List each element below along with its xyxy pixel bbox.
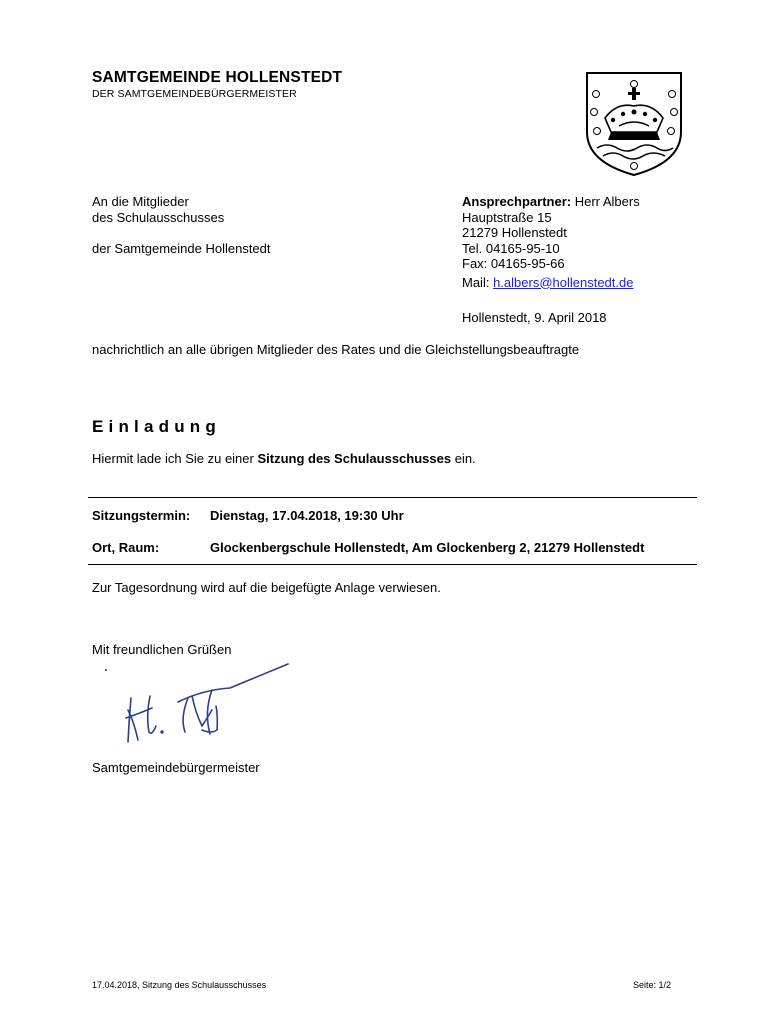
mail-label: Mail: — [462, 274, 490, 290]
contact-street: Hauptstraße 15 — [462, 209, 552, 225]
organization-name: SAMTGEMEINDE HOLLENSTEDT — [92, 69, 343, 86]
meeting-date-value: Dienstag, 17.04.2018, 19:30 Uhr — [210, 508, 404, 523]
contact-phone: Tel. 04165-95-10 — [462, 240, 560, 256]
contact-person — [462, 194, 640, 210]
signature-title: Samtgemeindebürgermeister — [92, 760, 260, 775]
recipient-line: An die Mitglieder — [92, 194, 189, 209]
divider-top — [88, 497, 697, 498]
meeting-location-label: Ort, Raum: — [92, 540, 160, 555]
invitation-sentence — [92, 451, 476, 467]
organization-subtitle: DER SAMTGEMEINDEBÜRGERMEISTER — [92, 88, 297, 100]
recipient-spacer — [92, 225, 271, 241]
invite-prefix: Hiermit lade ich Sie zu einer — [92, 451, 258, 466]
recipient-line: der Samtgemeinde Hollenstedt — [92, 240, 271, 256]
invite-suffix: ein. — [451, 451, 476, 466]
meeting-location-value: Glockenbergschule Hollenstedt, Am Glockenberg 2, 21279 Hollenstedt — [210, 540, 645, 555]
recipient-line: des Schulausschusses — [92, 209, 225, 225]
contact-block — [462, 194, 640, 290]
cc-line: nachrichtlich an alle übrigen Mitglieder des Rates und die Gleichstellungsbeauftragte — [92, 342, 580, 357]
footer-left: 17.04.2018, Sitzung des Schulausschusses — [92, 980, 267, 990]
contact-fax: Fax: 04165-95-66 — [462, 256, 565, 271]
contact-city: 21279 Hollenstedt — [462, 225, 567, 240]
letter-heading: Einladung — [92, 417, 221, 436]
coat-of-arms-icon — [583, 70, 685, 178]
contact-name: Herr Albers — [574, 194, 640, 209]
invite-meeting: Sitzung des Schulausschusses — [257, 451, 452, 466]
handwritten-signature — [92, 660, 320, 760]
contact-mail — [462, 275, 640, 291]
divider-bottom — [88, 564, 697, 565]
closing-greeting: Mit freundlichen Grüßen — [92, 642, 232, 657]
meeting-date-label: Sitzungstermin: — [92, 508, 191, 523]
page-number: Seite: 1/2 — [633, 980, 672, 990]
letter-date: Hollenstedt, 9. April 2018 — [462, 310, 607, 325]
recipient-block — [92, 194, 271, 256]
contact-label: Ansprechpartner: — [462, 194, 572, 209]
agenda-note: Zur Tagesordnung wird auf die beigefügte Anlage verwiesen. — [92, 580, 441, 595]
mail-link[interactable]: h.albers@hollenstedt.de — [493, 274, 634, 290]
